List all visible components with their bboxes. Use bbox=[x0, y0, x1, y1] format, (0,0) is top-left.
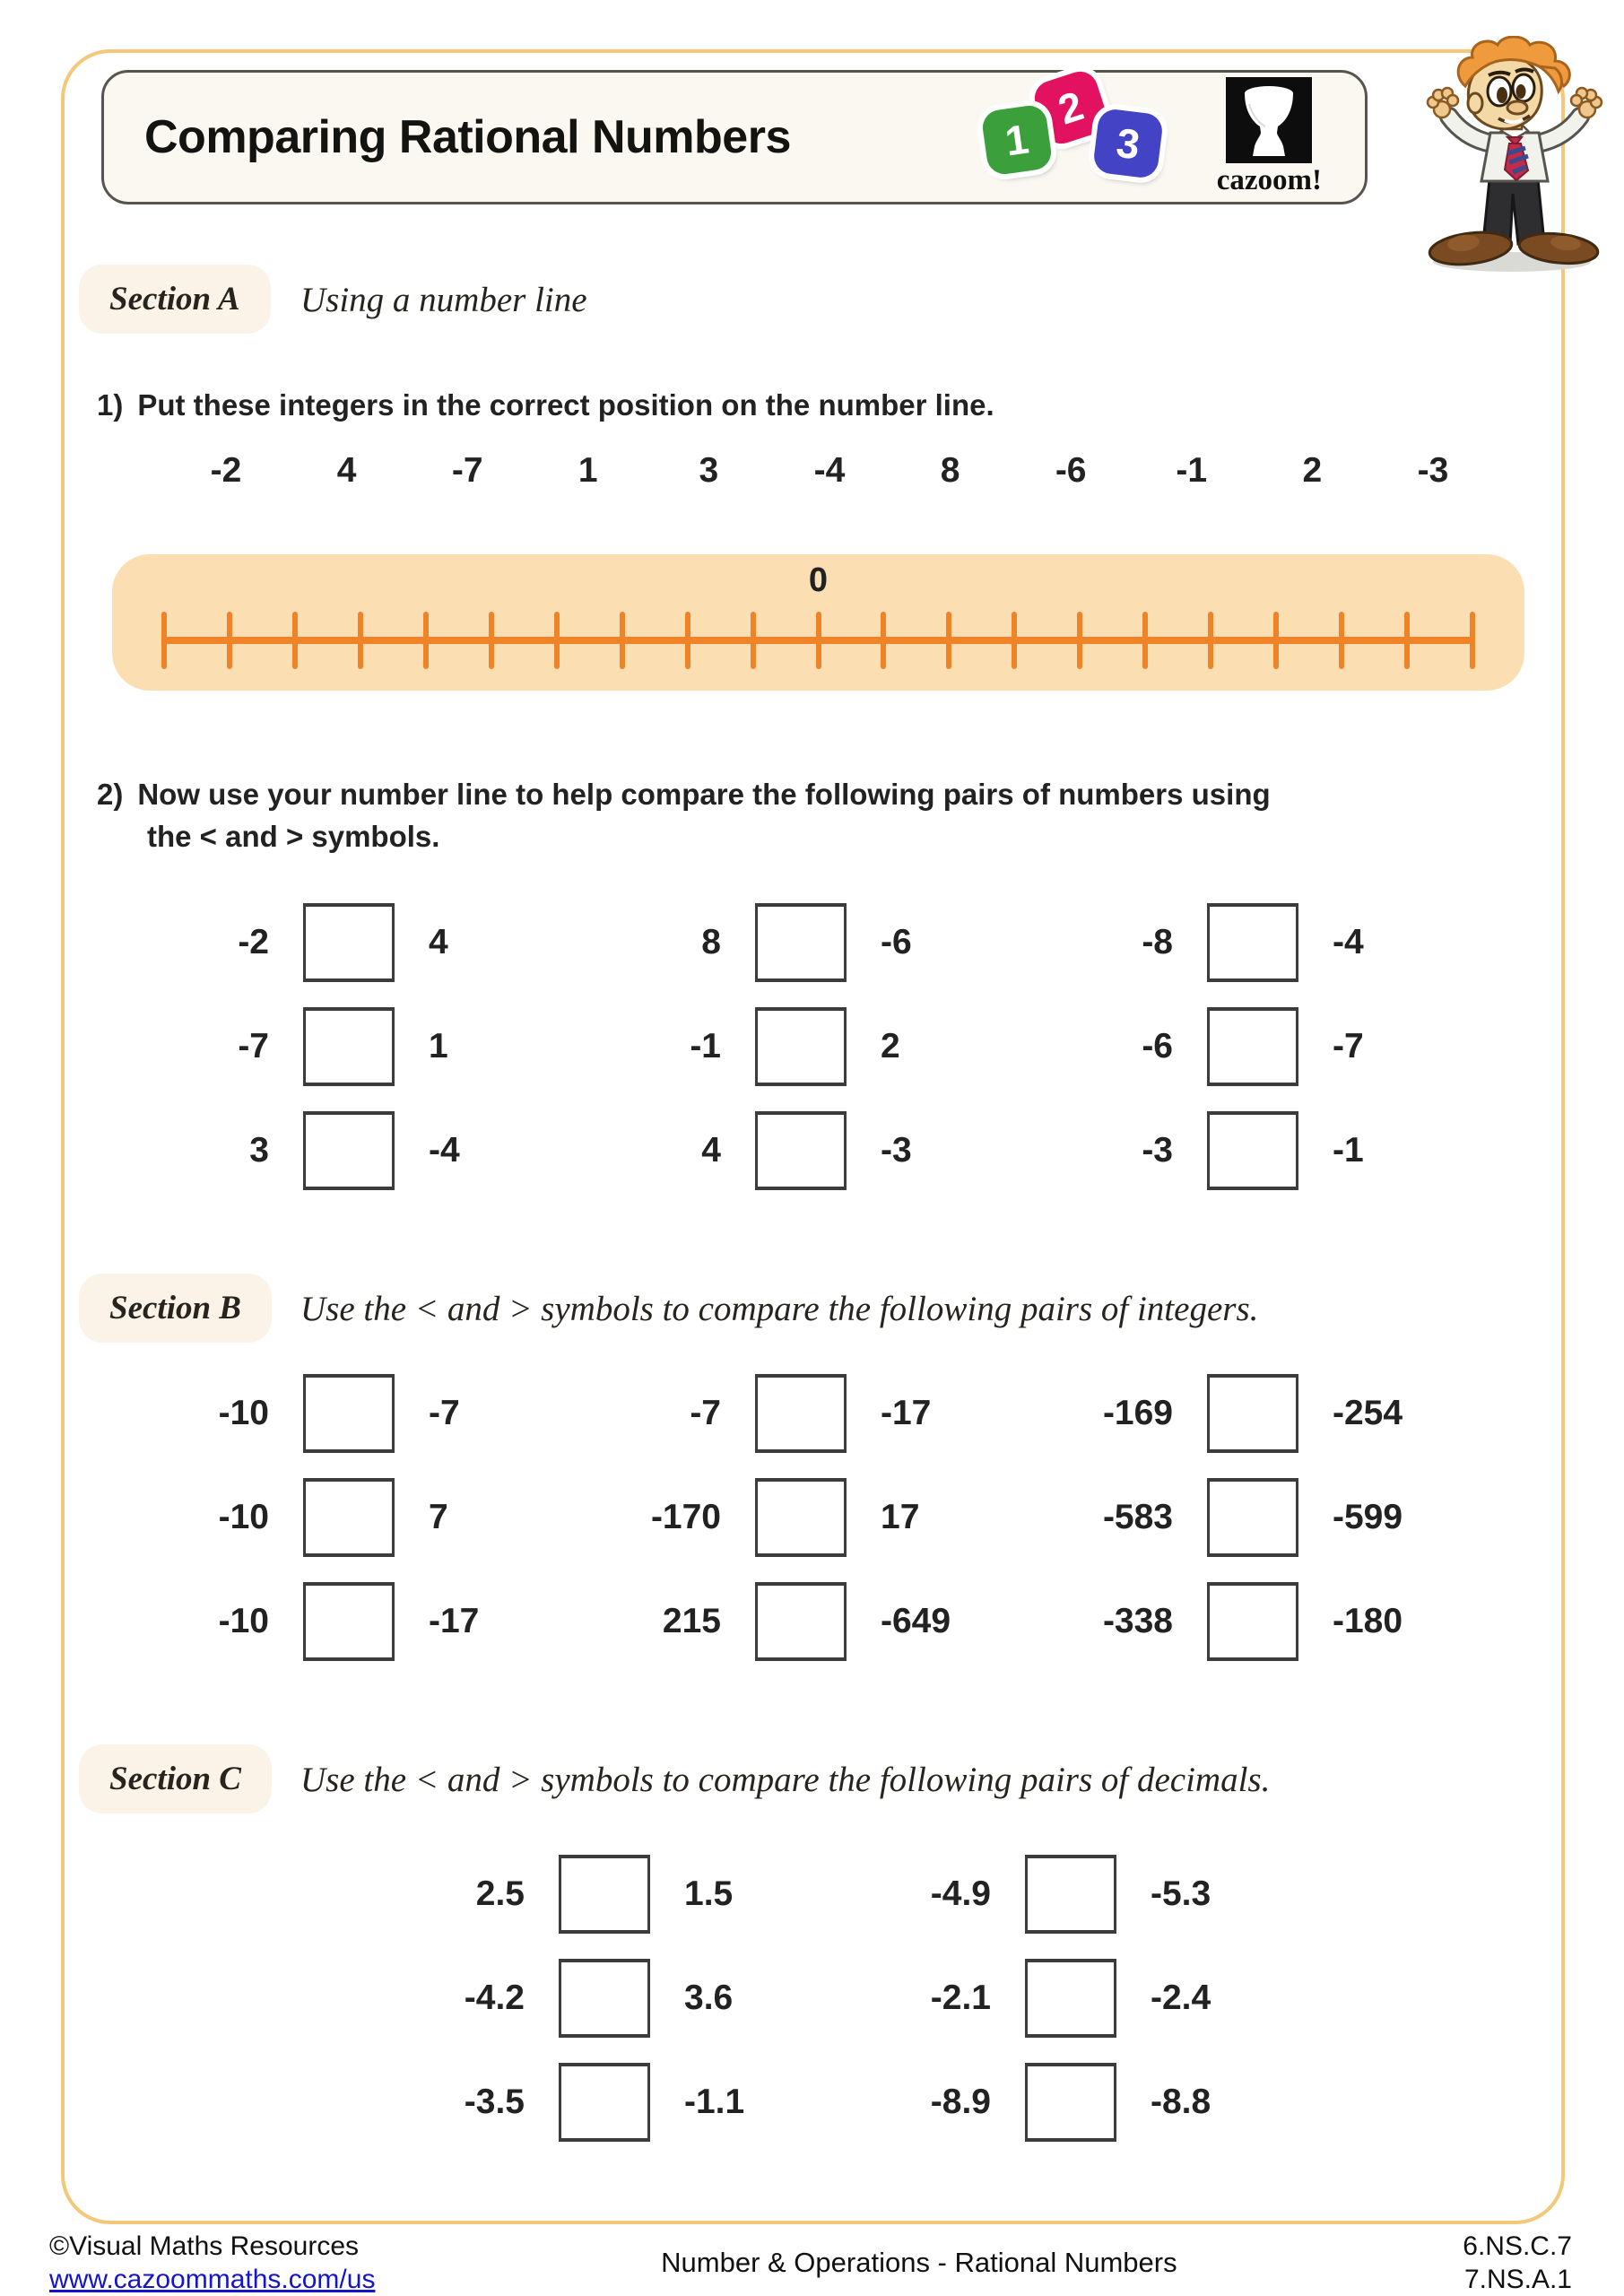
pair-right-number: -649 bbox=[881, 1602, 951, 1640]
pair-left-number: -6 bbox=[1142, 1027, 1173, 1065]
number-line-tick bbox=[751, 612, 756, 669]
pair-right-number: -599 bbox=[1333, 1498, 1403, 1536]
pair-left-number: -8.9 bbox=[930, 2083, 991, 2121]
cazoom-url-link[interactable]: www.cazoommaths.com/us bbox=[49, 2265, 376, 2294]
pair-left-number: -4.2 bbox=[464, 1979, 525, 2017]
pair-right-number: -8.8 bbox=[1151, 2083, 1211, 2121]
block-3-icon bbox=[1092, 108, 1164, 179]
number-line-tick bbox=[489, 612, 494, 669]
integer-to-place: 2 bbox=[1302, 451, 1323, 490]
comparison-pair bbox=[586, 1109, 1015, 1192]
number-blocks-logo bbox=[979, 72, 1168, 203]
pair-left-number: -2.1 bbox=[930, 1979, 991, 2017]
number-line-tick bbox=[620, 612, 625, 669]
answer-box[interactable] bbox=[303, 1111, 395, 1190]
integer-to-place: -3 bbox=[1417, 451, 1449, 490]
section-c-comparison-grid bbox=[381, 1853, 1289, 2144]
comparison-pair bbox=[135, 901, 563, 984]
comparison-pair bbox=[1038, 1476, 1467, 1559]
comparison-pair bbox=[1038, 1580, 1467, 1663]
comparison-pair bbox=[586, 901, 1015, 984]
answer-box[interactable] bbox=[1025, 2063, 1116, 2142]
pair-right-number: -180 bbox=[1333, 1602, 1403, 1640]
pair-right-number: -2.4 bbox=[1151, 1979, 1211, 2017]
number-line-tick bbox=[946, 612, 951, 669]
integers-row bbox=[206, 451, 1453, 491]
integer-to-place: 8 bbox=[940, 451, 960, 490]
integer-to-place: -6 bbox=[1055, 451, 1087, 490]
block-2-label: 2 bbox=[1052, 82, 1089, 134]
answer-box[interactable] bbox=[1025, 1855, 1116, 1934]
section-b-comparison-grid bbox=[135, 1372, 1467, 1663]
pair-left-number: -8 bbox=[1142, 923, 1173, 961]
pair-left-number: 4 bbox=[701, 1131, 721, 1170]
pair-right-number: -17 bbox=[881, 1394, 932, 1432]
pair-right-number: -1.1 bbox=[684, 2083, 745, 2121]
pair-right-number: -3 bbox=[881, 1131, 912, 1170]
comparison-pair bbox=[381, 1853, 822, 1935]
comparison-pair bbox=[847, 1957, 1289, 2039]
number-line-tick bbox=[1273, 612, 1279, 669]
answer-box[interactable] bbox=[1207, 1111, 1298, 1190]
pair-left-number: 215 bbox=[662, 1602, 721, 1640]
number-line-tick bbox=[292, 612, 298, 669]
pair-left-number: -2 bbox=[238, 923, 269, 961]
comparison-pair bbox=[847, 2061, 1289, 2144]
footer-topic: Number & Operations - Rational Numbers bbox=[661, 2247, 1177, 2278]
answer-box[interactable] bbox=[1025, 1959, 1116, 2038]
comparison-pair bbox=[135, 1476, 563, 1559]
section-a-comparison-grid bbox=[135, 901, 1467, 1192]
pair-right-number: -5.3 bbox=[1151, 1874, 1211, 1913]
number-line-tick bbox=[1142, 612, 1148, 669]
integer-to-place: 4 bbox=[336, 451, 357, 490]
number-line-tick bbox=[1470, 612, 1475, 669]
pair-right-number: 7 bbox=[429, 1498, 448, 1536]
comparison-pair bbox=[135, 1109, 563, 1192]
answer-box[interactable] bbox=[559, 1855, 650, 1934]
number-line-tick bbox=[816, 612, 821, 669]
pair-left-number: -7 bbox=[690, 1394, 721, 1432]
comparison-pair bbox=[586, 1005, 1015, 1088]
answer-box[interactable] bbox=[755, 1374, 847, 1453]
number-line-tick bbox=[1012, 612, 1017, 669]
question-2-text bbox=[97, 773, 1271, 857]
section-a-subtitle: Using a number line bbox=[300, 281, 587, 319]
pair-left-number: -1 bbox=[690, 1027, 721, 1065]
section-b-label: Section B bbox=[79, 1274, 272, 1343]
pair-right-number: -17 bbox=[429, 1602, 480, 1640]
section-b-subtitle: Use the < and > symbols to compare the following pairs of integers. bbox=[300, 1290, 1259, 1328]
number-line-tick bbox=[358, 612, 363, 669]
section-a-label: Section A bbox=[79, 265, 271, 334]
integer-to-place: 1 bbox=[578, 451, 598, 490]
pair-right-number: -7 bbox=[429, 1394, 460, 1432]
answer-box[interactable] bbox=[303, 1582, 395, 1661]
integer-to-place: 3 bbox=[699, 451, 719, 490]
answer-box[interactable] bbox=[755, 1007, 847, 1086]
footer-standards bbox=[1463, 2230, 1572, 2296]
question-2-line2: the < and > symbols. bbox=[147, 820, 440, 853]
number-line-tick bbox=[1339, 612, 1344, 669]
integer-to-place: -4 bbox=[813, 451, 846, 490]
pair-right-number: 1.5 bbox=[684, 1874, 734, 1913]
comparison-pair bbox=[135, 1580, 563, 1663]
standard-1: 6.NS.C.7 bbox=[1463, 2231, 1572, 2261]
number-line-tick bbox=[1404, 612, 1410, 669]
pair-left-number: -338 bbox=[1102, 1602, 1173, 1640]
pair-right-number: 3.6 bbox=[684, 1979, 734, 2017]
section-c-subtitle: Use the < and > symbols to compare the following pairs of decimals. bbox=[300, 1761, 1271, 1799]
comparison-pair bbox=[1038, 901, 1467, 984]
pair-right-number: -1 bbox=[1333, 1131, 1364, 1170]
pair-left-number: -3 bbox=[1142, 1131, 1173, 1170]
pair-left-number: 8 bbox=[701, 923, 721, 961]
number-line-tick bbox=[423, 612, 429, 669]
comparison-pair bbox=[1038, 1372, 1467, 1455]
question-2-line1: Now use your number line to help compare the following pairs of numbers using bbox=[137, 778, 1271, 811]
pair-left-number: -4.9 bbox=[930, 1874, 991, 1913]
pair-right-number: 17 bbox=[881, 1498, 920, 1536]
title-box bbox=[101, 70, 1368, 204]
answer-box[interactable] bbox=[755, 1111, 847, 1190]
pair-left-number: -10 bbox=[218, 1498, 269, 1536]
answer-box[interactable] bbox=[1207, 903, 1298, 982]
comparison-pair bbox=[381, 1957, 822, 2039]
number-line-tick bbox=[1208, 612, 1213, 669]
question-2-number: 2) bbox=[97, 778, 124, 811]
cazoom-wordmark: cazoom! bbox=[1216, 164, 1322, 196]
comparison-pair bbox=[1038, 1005, 1467, 1088]
number-line-panel bbox=[112, 554, 1524, 691]
answer-box[interactable] bbox=[1207, 1478, 1298, 1557]
pair-right-number: -4 bbox=[1333, 923, 1364, 961]
answer-box[interactable] bbox=[755, 1582, 847, 1661]
answer-box[interactable] bbox=[559, 2063, 650, 2142]
pair-left-number: -583 bbox=[1102, 1498, 1173, 1536]
pair-left-number: -169 bbox=[1102, 1394, 1173, 1432]
block-1-icon bbox=[980, 103, 1053, 176]
integer-to-place: -2 bbox=[210, 451, 242, 490]
answer-box[interactable] bbox=[303, 1007, 395, 1086]
mascot-character bbox=[1406, 36, 1623, 276]
pair-left-number: -10 bbox=[218, 1602, 269, 1640]
pair-right-number: -254 bbox=[1333, 1394, 1403, 1432]
number-line-tick bbox=[161, 612, 167, 669]
cazoom-logo bbox=[1217, 77, 1322, 197]
question-1-body: Put these integers in the correct position on the number line. bbox=[137, 388, 994, 422]
answer-box[interactable] bbox=[755, 1478, 847, 1557]
pair-left-number: -10 bbox=[218, 1394, 269, 1432]
section-c-label: Section C bbox=[79, 1744, 272, 1813]
pair-right-number: -7 bbox=[1333, 1027, 1364, 1065]
footer-copyright: ©Visual Maths Resources bbox=[49, 2231, 360, 2261]
answer-box[interactable] bbox=[303, 1374, 395, 1453]
pair-left-number: -3.5 bbox=[464, 2083, 525, 2121]
block-3-label: 3 bbox=[1113, 118, 1142, 169]
number-line-tick bbox=[227, 612, 232, 669]
comparison-pair bbox=[135, 1372, 563, 1455]
number-line-ticks bbox=[164, 612, 1472, 669]
footer-credits bbox=[49, 2230, 375, 2296]
comparison-pair bbox=[586, 1476, 1015, 1559]
question-1-number: 1) bbox=[97, 388, 124, 422]
comparison-pair bbox=[586, 1580, 1015, 1663]
standard-2: 7.NS.A.1 bbox=[1463, 2265, 1572, 2294]
pair-right-number: 2 bbox=[881, 1027, 900, 1065]
integer-to-place: -7 bbox=[451, 451, 483, 490]
comparison-pair bbox=[1038, 1109, 1467, 1192]
pair-left-number: 2.5 bbox=[475, 1874, 525, 1913]
answer-box[interactable] bbox=[303, 1478, 395, 1557]
pair-left-number: 3 bbox=[249, 1131, 269, 1170]
number-line-tick bbox=[881, 612, 886, 669]
comparison-pair bbox=[135, 1005, 563, 1088]
answer-box[interactable] bbox=[1207, 1007, 1298, 1086]
number-line-tick bbox=[554, 612, 560, 669]
djembe-drum-icon bbox=[1226, 77, 1312, 163]
comparison-pair bbox=[381, 2061, 822, 2144]
answer-box[interactable] bbox=[303, 903, 395, 982]
footer bbox=[49, 2230, 1572, 2296]
integer-to-place: -1 bbox=[1176, 451, 1208, 490]
answer-box[interactable] bbox=[755, 903, 847, 982]
number-line-tick bbox=[1077, 612, 1082, 669]
number-line-zero-label: 0 bbox=[808, 561, 829, 599]
pair-right-number: 1 bbox=[429, 1027, 448, 1065]
block-1-label: 1 bbox=[1002, 115, 1032, 165]
pair-right-number: -4 bbox=[429, 1131, 460, 1170]
pair-left-number: -7 bbox=[238, 1027, 269, 1065]
pair-left-number: -170 bbox=[650, 1498, 721, 1536]
pair-right-number: -6 bbox=[881, 923, 912, 961]
answer-box[interactable] bbox=[559, 1959, 650, 2038]
answer-box[interactable] bbox=[1207, 1582, 1298, 1661]
number-line-tick bbox=[685, 612, 690, 669]
comparison-pair bbox=[847, 1853, 1289, 1935]
question-1-text bbox=[97, 384, 994, 426]
page-title: Comparing Rational Numbers bbox=[144, 111, 791, 163]
answer-box[interactable] bbox=[1207, 1374, 1298, 1453]
comparison-pair bbox=[586, 1372, 1015, 1455]
pair-right-number: 4 bbox=[429, 923, 448, 961]
